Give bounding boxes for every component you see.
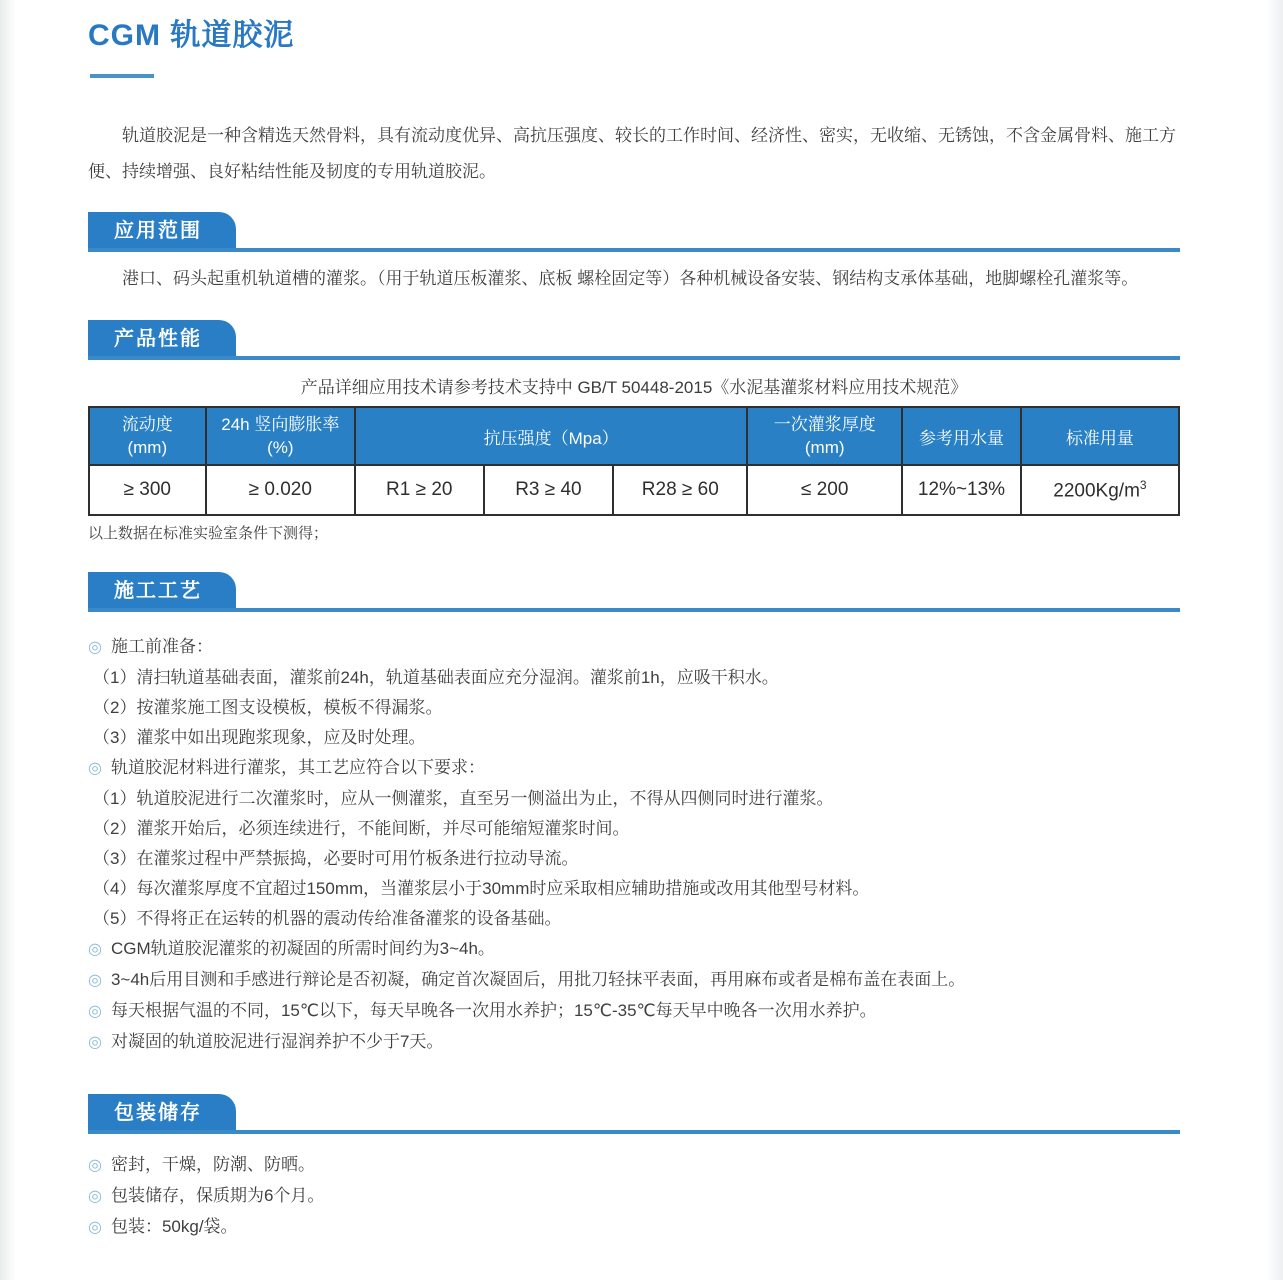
value-r3: R3 ≥ 40: [484, 465, 614, 515]
col-header-expansion: [206, 407, 355, 465]
section-tab-performance: [88, 320, 236, 356]
list-item: [88, 784, 1180, 814]
table-header-row: [89, 407, 1179, 465]
value-expansion: ≥ 0.020: [206, 465, 355, 515]
bullseye-bullet-icon: ◎: [88, 941, 102, 958]
col-header-compressive-strength: 抗压强度（Mpa）: [355, 407, 747, 465]
section-tab-process: [88, 572, 236, 608]
list-item: [88, 1150, 1180, 1181]
value-r1: R1 ≥ 20: [355, 465, 484, 515]
bullseye-bullet-icon: ◎: [88, 972, 102, 989]
section-tab-label: 包装储存: [114, 1102, 202, 1124]
value-dosage: [1021, 465, 1179, 515]
bullseye-bullet-icon: ◎: [88, 760, 102, 777]
table-value-row: [89, 465, 1179, 515]
list-item-text: 每天根据气温的不同，15℃以下，每天早晚各一次用水养护；15℃-35℃每天早中晚各一次用水养护。: [110, 1001, 877, 1020]
list-item: [88, 934, 1180, 965]
list-item-text: 轨道胶泥材料进行灌浆，其工艺应符合以下要求：: [110, 758, 485, 777]
bullseye-bullet-icon: ◎: [88, 1034, 102, 1051]
dosage-base: 2200Kg/m: [1053, 480, 1140, 502]
col-header-fluidity: [89, 407, 206, 465]
list-item: [88, 965, 1180, 996]
storage-list: [88, 1150, 1180, 1243]
col-header-water-amount: 参考用水量: [902, 407, 1021, 465]
list-item-text: 施工前准备：: [110, 637, 213, 656]
list-item: [88, 723, 1180, 753]
list-item-text: CGM轨道胶泥灌浆的初凝固的所需时间约为3~4h。: [110, 939, 495, 958]
table-footnote: 以上数据在标准实验室条件下测得；: [88, 525, 329, 542]
col-header-standard-dosage: 标准用量: [1021, 407, 1179, 465]
list-item-text: （2）灌浆开始后，必须连续进行，不能间断，并尽可能缩短灌浆时间。: [93, 819, 630, 838]
value-fluidity: ≥ 300: [89, 465, 206, 515]
section-header-process: [88, 572, 1180, 612]
list-item: [88, 693, 1180, 723]
list-item: [88, 844, 1180, 874]
list-item: [88, 632, 1180, 663]
page-title: CGM 轨道胶泥: [88, 19, 295, 52]
bullseye-bullet-icon: ◎: [88, 1157, 102, 1174]
list-item: [88, 874, 1180, 904]
dosage-exponent: 3: [1139, 477, 1147, 492]
section-tab-label: 产品性能: [114, 328, 202, 350]
process-list: [88, 632, 1180, 1058]
section-header-performance: [88, 320, 1180, 360]
header-line: 24h 竖向膨胀率: [221, 415, 340, 434]
header-line: (mm): [127, 438, 168, 457]
section-tab-application: [88, 212, 236, 248]
bullseye-bullet-icon: ◎: [88, 1219, 102, 1236]
section-header-application: [88, 212, 1180, 252]
header-line: (mm): [804, 438, 845, 457]
bullseye-bullet-icon: ◎: [88, 1003, 102, 1020]
list-item: [88, 996, 1180, 1027]
section-header-storage: [88, 1094, 1180, 1134]
application-body: 港口、码头起重机轨道槽的灌浆。（用于轨道压板灌浆、底板 螺栓固定等）各种机械设备安装、钢结构支承体基础，地脚螺栓孔灌浆等。: [122, 269, 1139, 288]
list-item: [88, 814, 1180, 844]
value-r28: R28 ≥ 60: [613, 465, 747, 515]
list-item: [88, 904, 1180, 934]
header-line: 一次灌浆厚度: [773, 415, 876, 434]
list-item-text: （3）在灌浆过程中严禁振捣，必要时可用竹板条进行拉动导流。: [93, 849, 579, 868]
list-item-text: （5）不得将正在运转的机器的震动传给准备灌浆的设备基础。: [93, 909, 562, 928]
list-item-text: 包装储存，保质期为6个月。: [110, 1186, 325, 1205]
header-line: (%): [267, 438, 294, 457]
bullseye-bullet-icon: ◎: [88, 1188, 102, 1205]
section-tab-label: 应用范围: [114, 220, 202, 242]
list-item: [88, 1027, 1180, 1058]
list-item-text: 密封，干燥，防潮、防晒。: [110, 1155, 315, 1174]
performance-table: [88, 406, 1180, 516]
list-item-text: （1）轨道胶泥进行二次灌浆时，应从一侧灌浆，直至另一侧溢出为止，不得从四侧同时进行灌浆。: [93, 789, 834, 808]
intro-paragraph: 轨道胶泥是一种含精选天然骨料，具有流动度优异、高抗压强度、较长的工作时间、经济性、密实，无收缩、无锈蚀，不含金属骨料、施工方便、持续增强、良好粘结性能及韧度的专用轨道胶泥。: [88, 126, 1176, 181]
title-underline: [90, 74, 154, 78]
list-item-text: （2）按灌浆施工图支设模板，模板不得漏浆。: [93, 698, 443, 717]
section-tab-storage: [88, 1094, 236, 1130]
list-item-text: 包装：50kg/袋。: [110, 1217, 238, 1236]
list-item: [88, 753, 1180, 784]
value-water: 12%~13%: [902, 465, 1021, 515]
section-tab-label: 施工工艺: [114, 580, 202, 602]
bullseye-bullet-icon: ◎: [88, 639, 102, 656]
performance-reference-note: 产品详细应用技术请参考技术支持中 GB/T 50448-2015《水泥基灌浆材料应用技术规范》: [300, 378, 968, 397]
list-item: [88, 1212, 1180, 1243]
list-item: [88, 663, 1180, 693]
list-item: [88, 1181, 1180, 1212]
list-item-text: 3~4h后用目测和手感进行辩论是否初凝，确定首次凝固后，用批刀轻抹平表面，再用麻布或者是棉布盖在表面上。: [110, 970, 966, 989]
col-header-grout-thickness: [747, 407, 902, 465]
value-thickness: ≤ 200: [747, 465, 902, 515]
header-line: 流动度: [121, 415, 173, 434]
list-item-text: 对凝固的轨道胶泥进行湿润养护不少于7天。: [110, 1032, 444, 1051]
list-item-text: （4）每次灌浆厚度不宜超过150mm，当灌浆层小于30mm时应采取相应辅助措施或改用其他型号材料。: [93, 879, 870, 898]
list-item-text: （3）灌浆中如出现跑浆现象，应及时处理。: [93, 728, 426, 747]
list-item-text: （1）清扫轨道基础表面，灌浆前24h，轨道基础表面应充分湿润。灌浆前1h，应吸干积水。: [93, 668, 779, 687]
